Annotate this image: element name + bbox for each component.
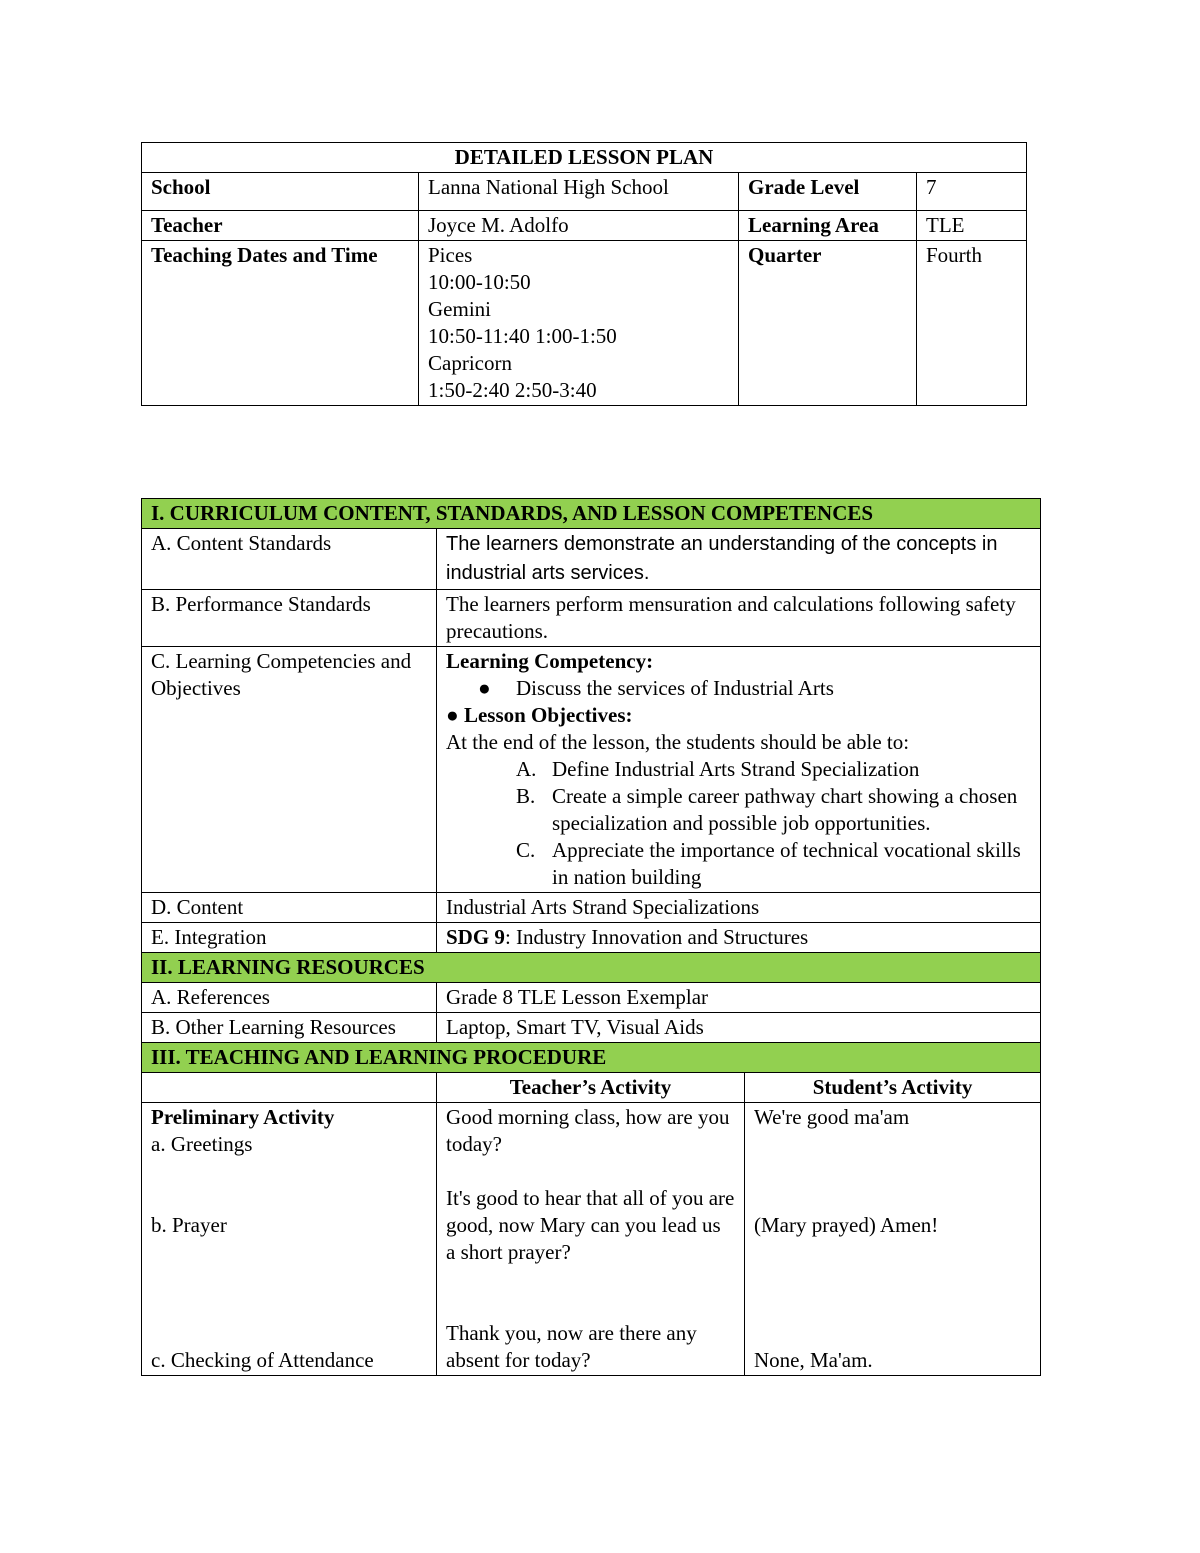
references-label: A. References [142, 983, 437, 1013]
competencies-value [437, 647, 1041, 893]
learning-area-label: Learning Area [739, 211, 917, 241]
section-2-title: II. LEARNING RESOURCES [142, 953, 1041, 983]
teaching-dates-value [419, 241, 739, 406]
empty-header-cell [142, 1073, 437, 1103]
objectives-heading: Lesson Objectives: [463, 703, 633, 727]
teacher-label: Teacher [142, 211, 419, 241]
objective-letter: A. [516, 757, 537, 781]
preliminary-activity-label: Preliminary Activity [151, 1105, 335, 1129]
objectives-heading-row [446, 702, 1031, 729]
references-value: Grade 8 TLE Lesson Exemplar [437, 983, 1041, 1013]
preliminary-activity-cell [142, 1103, 437, 1376]
student-activity-cell [745, 1103, 1041, 1376]
learning-area-value: TLE [917, 211, 1027, 241]
other-resources-value: Laptop, Smart TV, Visual Aids [437, 1013, 1041, 1043]
performance-standards-value: The learners perform mensuration and calculations following safety precautions. [437, 590, 1041, 647]
competency-bullet-text: Discuss the services of Industrial Arts [516, 676, 834, 700]
competencies-label: C. Learning Competencies and Objectives [142, 647, 437, 893]
schedule-line: Gemini [428, 297, 491, 321]
section-3-title: III. TEACHING AND LEARNING PROCEDURE [142, 1043, 1041, 1073]
teacher-greeting: Good morning class, how are you today? [446, 1105, 730, 1156]
objective-letter: B. [516, 784, 536, 808]
student-prayer: (Mary prayed) Amen! [754, 1213, 939, 1237]
quarter-value: Fourth [917, 241, 1027, 406]
performance-standards-label: B. Performance Standards [142, 590, 437, 647]
student-greeting: We're good ma'am [754, 1105, 910, 1129]
teacher-activity-header: Teacher’s Activity [437, 1073, 745, 1103]
content-standards-label: A. Content Standards [142, 529, 437, 590]
greetings-label: a. Greetings [151, 1132, 253, 1156]
student-attendance: None, Ma'am. [754, 1348, 873, 1372]
objective-item [446, 756, 1031, 783]
integration-text: : Industry Innovation and Structures [504, 925, 809, 949]
teaching-dates-label: Teaching Dates and Time [142, 241, 419, 406]
document-title: DETAILED LESSON PLAN [142, 143, 1027, 173]
other-resources-label: B. Other Learning Resources [142, 1013, 437, 1043]
objectives-intro: At the end of the lesson, the students should be able to: [446, 730, 910, 754]
competency-bullet [446, 675, 1031, 702]
schedule-line: 1:50-2:40 2:50-3:40 [428, 378, 597, 402]
grade-level-value: 7 [917, 173, 1027, 211]
schedule-line: Capricorn [428, 351, 512, 375]
school-value: Lanna National High School [419, 173, 739, 211]
content-value: Industrial Arts Strand Specializations [437, 893, 1041, 923]
attendance-label: c. Checking of Attendance [151, 1348, 374, 1372]
teacher-value: Joyce M. Adolfo [419, 211, 739, 241]
lesson-plan-header-table [141, 142, 1027, 406]
content-label: D. Content [142, 893, 437, 923]
bullet-icon: ● [478, 676, 491, 700]
student-activity-header: Student’s Activity [745, 1073, 1041, 1103]
schedule-line: Pices [428, 243, 473, 267]
section-1-title: I. CURRICULUM CONTENT, STANDARDS, AND LESSON COMPETENCES [142, 499, 1041, 529]
integration-sdg: SDG 9 [446, 925, 505, 949]
prayer-label: b. Prayer [151, 1213, 227, 1237]
objective-text: Appreciate the importance of technical vocational skills in nation building [552, 838, 1021, 889]
objective-text: Define Industrial Arts Strand Specialization [552, 757, 920, 781]
quarter-label: Quarter [739, 241, 917, 406]
competency-heading: Learning Competency: [446, 649, 654, 673]
bullet-icon: ● [446, 703, 464, 727]
objective-item [446, 783, 1031, 837]
grade-level-label: Grade Level [739, 173, 917, 211]
content-standards-value: The learners demonstrate an understanding of the concepts in industrial arts services. [437, 529, 1041, 590]
school-label: School [142, 173, 419, 211]
integration-value [437, 923, 1041, 953]
objective-item [446, 837, 1031, 891]
teacher-attendance: Thank you, now are there any absent for today? [446, 1321, 697, 1372]
integration-label: E. Integration [142, 923, 437, 953]
teacher-prayer: It's good to hear that all of you are good, now Mary can you lead us a short prayer? [446, 1186, 735, 1264]
objective-text: Create a simple career pathway chart showing a chosen specialization and possible job opportunities. [552, 784, 1018, 835]
objective-letter: C. [516, 838, 536, 862]
schedule-line: 10:50-11:40 1:00-1:50 [428, 324, 617, 348]
lesson-plan-main-table [141, 498, 1041, 1376]
teacher-activity-cell [437, 1103, 745, 1376]
schedule-line: 10:00-10:50 [428, 270, 531, 294]
